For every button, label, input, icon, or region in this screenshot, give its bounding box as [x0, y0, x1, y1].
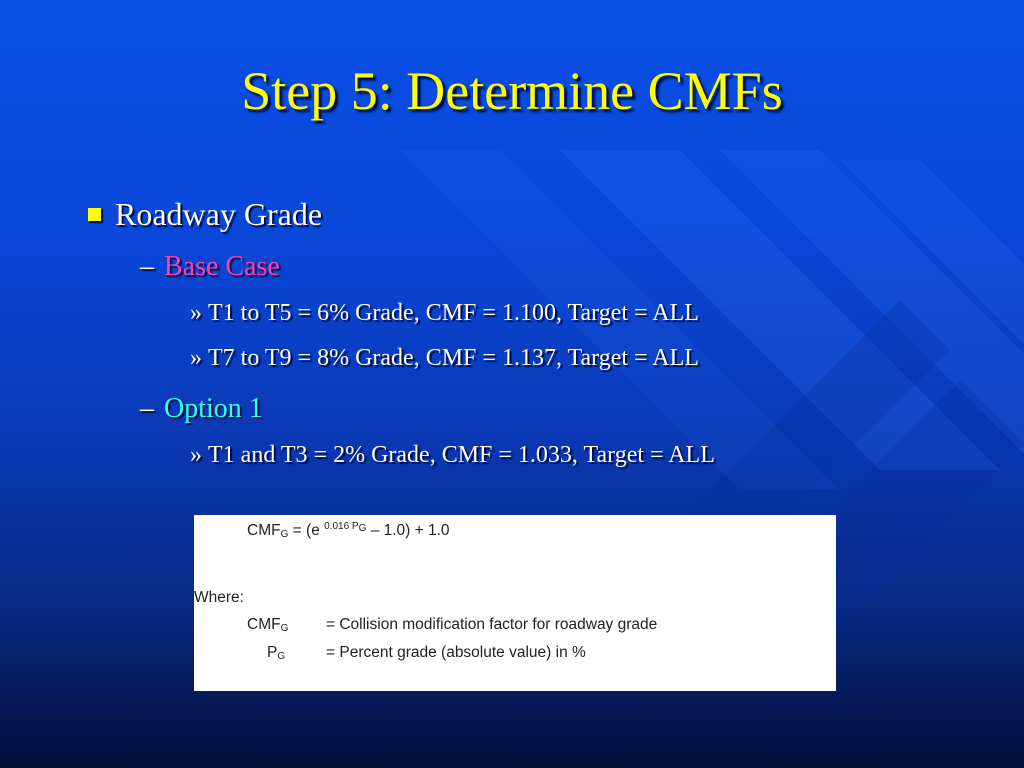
square-bullet-icon: [88, 208, 101, 221]
def-text-pg: = Percent grade (absolute value) in %: [326, 644, 586, 661]
def-symbol: CMF: [247, 616, 281, 633]
def-symbol: P: [267, 644, 278, 661]
option-1-label: Option 1: [164, 393, 263, 424]
formula-image: [194, 515, 836, 691]
where-label: Where:: [194, 589, 244, 606]
sub-bullet-option-1: [140, 393, 263, 425]
base-case-item-2: [190, 345, 699, 372]
item-text: T1 and T3 = 2% Grade, CMF = 1.033, Target = ALL: [208, 442, 715, 468]
def-symbol-cmfg: [247, 616, 288, 634]
dash-bullet-icon: –: [140, 393, 154, 424]
eq-lhs-sub: G: [280, 529, 289, 540]
eq-exp-sub: G: [358, 523, 367, 534]
def-text-cmfg: = Collision modification factor for roadway grade: [326, 616, 658, 633]
eq-open: = (e: [292, 522, 325, 539]
bullet-label: Roadway Grade: [115, 196, 323, 232]
dash-bullet-icon: –: [140, 251, 154, 282]
chevron-bullet-icon: »: [190, 300, 202, 326]
eq-exp-coef: 0.016 P: [324, 521, 359, 532]
chevron-bullet-icon: »: [190, 442, 202, 468]
formula-equation: [247, 521, 450, 540]
bullet-roadway-grade: [88, 196, 322, 233]
eq-rest: – 1.0) + 1.0: [370, 522, 450, 539]
base-case-item-1: [190, 300, 699, 327]
def-symbol-pg: [267, 644, 285, 662]
item-text: T1 to T5 = 6% Grade, CMF = 1.100, Target = ALL: [208, 300, 699, 326]
item-text: T7 to T9 = 8% Grade, CMF = 1.137, Target = ALL: [208, 345, 699, 371]
base-case-label: Base Case: [164, 251, 280, 282]
eq-lhs: CMF: [247, 522, 281, 539]
chevron-bullet-icon: »: [190, 345, 202, 371]
option-1-item-1: [190, 442, 715, 469]
def-symbol-sub: G: [280, 623, 289, 634]
sub-bullet-base-case: [140, 251, 280, 283]
slide-title: Step 5: Determine CMFs: [241, 61, 783, 121]
def-symbol-sub: G: [277, 651, 286, 662]
